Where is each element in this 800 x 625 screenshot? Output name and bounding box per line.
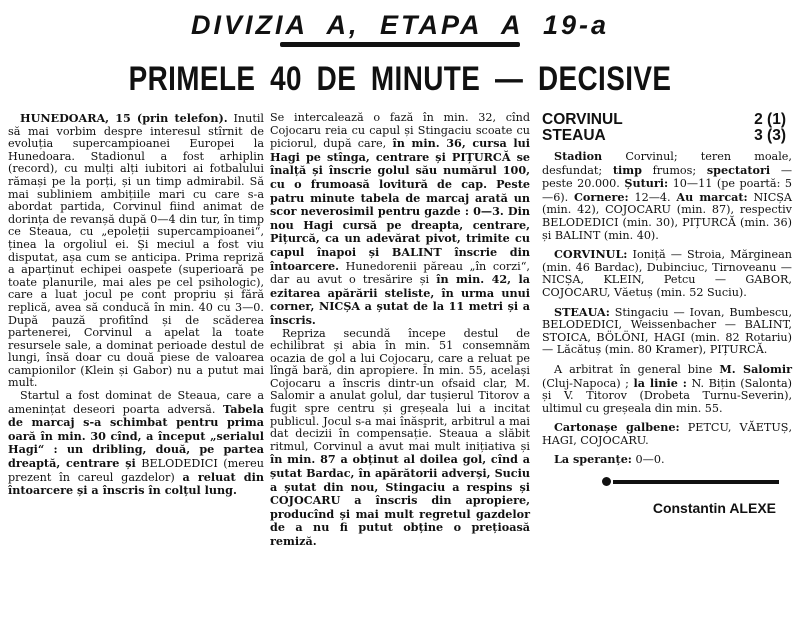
- paragraph-text-bold: în min. 87 a obținut al doilea gol, cînd a șutat Bardac, în apărătorii adverși, Suciu a șutat din nou, Stingaciu a respins și COJOCARU a înscris din apropiere, producînd și mai mult regretul gazdelor de a nu fi putut obține o prețioasă remiză.: [270, 452, 530, 548]
- value: — peste 20.000.: [542, 163, 792, 191]
- scoreboard: [542, 112, 792, 144]
- divider-line: [613, 480, 779, 484]
- label: spectatori: [706, 162, 771, 177]
- label: STEAUA:: [554, 304, 610, 319]
- article-paragraph-2-continued: [270, 112, 530, 328]
- paragraph-text: Startul a fost dominat de Steaua, care a amenințat deseori poarta adversă.: [8, 389, 264, 416]
- match-info-column: [542, 112, 792, 515]
- label: Cornere:: [574, 189, 629, 204]
- kicker-underline: [280, 42, 520, 47]
- label: Cartonașe galbene:: [554, 420, 680, 435]
- value: frumos;: [652, 163, 697, 177]
- label: La speranțe:: [554, 452, 632, 467]
- paragraph-text: Inutil să mai vorbim despre interesul stîrnit de evoluția supercampioanei Europei la Hunedoara. Stadionul a fost arhiplin (record), cu mulți alți iubitori ai fotbalului rămași pe la porți, și un timp admirabil. Să mai subliniem ambițiile mari cu care s-a abordat partida, Corvinul fiind animat de dorința de revanșă după 0—4 din tur, în timp ce Steaua, cu „epoleții supercampioanei“, ținea la orgoliul ei. Și meciul a fost viu disputat, așa cum se anticipa. Prima repriză a aparținut echipei oaspete (superioară pe toate planurile, mai ales pe cel psihologic), care a luat jocul pe cont propriu și fără replică, avea să conducă în min. 40 cu 3—0. După pauză profitînd și de scăderea partenerei, Corvinul a apelat la toate resursele sale, a dominat perioade destul de lungi, însă doar cu două piese de valoarea campionilor (Klein și Gabor) nu a putut mai mult.: [8, 112, 264, 390]
- article-paragraph-1: [8, 112, 264, 390]
- label: Șuturi:: [624, 176, 669, 191]
- away-score: 3 (3): [754, 127, 786, 144]
- paragraph-text-bold: în min. 36, cursa lui Hagi pe stînga, centrare și PIȚURCĂ se înalță și înscrie golul său numărul 100, cu o frumoasă lovitură de cap. Peste patru minute tabela de marcaj arată un scor neverosimil pentru gazde : 0—3. Din nou Hagi cursă pe dreapta, centrare, Pițurcă, ca un adevărat pivot, trimite cu capul înapoi și BALINT înscrie din întoarcere.: [270, 136, 530, 273]
- paragraph-text: Se intercalează o fază în min. 32, cînd Cojocaru reia cu capul și Stingaciu scoate cu piciorul, după care,: [270, 111, 530, 151]
- score-row-away: [542, 128, 792, 144]
- paragraph-text-bold: Tabela de marcaj s-a schimbat pentru prima oară în min. 30 cînd, a început „serialul Hagi“ : un dribling, două, pe partea dreaptă, centrare și: [8, 401, 264, 471]
- label: timp: [612, 162, 642, 177]
- paragraph-text: Hunedorenii păreau „în corzi“, dar au avut o tresărire și: [270, 259, 530, 287]
- article-paragraph-3: [270, 328, 530, 549]
- value: Corvinul; teren moale, desfundat;: [542, 150, 792, 177]
- away-lineup: [542, 306, 792, 357]
- home-score: 2 (1): [754, 111, 786, 128]
- label: la linie :: [633, 375, 687, 390]
- value: NICȘA (min. 42), COJOCARU (min. 87), respectiv BELODEDICI (min. 30), PIȚURCĂ (min. 36) și BALINT (min. 40).: [542, 190, 792, 242]
- referees: [542, 363, 792, 415]
- bullet-dot-icon: [602, 477, 611, 486]
- value: Stingaciu — Iovan, Bumbescu, BELODEDICI, Weissenbacher — BALINT, STOICA, BÖLÖNI, HAGI (min. 82 Rotariu) — Lăcătuș (min. 80 Kramer), PIȚURCĂ.: [542, 305, 793, 357]
- home-team: CORVINUL: [542, 111, 623, 128]
- referee-name: M. Salomir: [719, 361, 793, 376]
- value: 10—11 (pe poartă: 5—6).: [542, 177, 792, 204]
- paragraph-text-bold: în min. 42, la ezitarea apărării steliste, în urma unui corner, NICȘA a șutat de la 11 metri și a înscris.: [270, 272, 530, 327]
- value: PETCU, VĂETUȘ, HAGI, COJOCARU.: [542, 421, 792, 447]
- value: N. Bițin (Salonta) și V. Titorov (Drobeta Turnu-Severin), ultimul cu greșeala din min. 55.: [542, 376, 792, 415]
- match-stats: [542, 150, 792, 242]
- dateline: HUNEDOARA, 15 (prin telefon).: [20, 111, 228, 125]
- away-team: STEAUA: [542, 127, 606, 144]
- score-row-home: [542, 112, 792, 128]
- paragraph-text: BELODEDICI (mereu prezent în careul gazdelor): [8, 457, 264, 484]
- home-lineup: [542, 248, 792, 299]
- label: Au marcat:: [676, 189, 748, 204]
- paragraph-text-bold: a reluat din întoarcere și a înscris în colțul lung.: [8, 469, 264, 498]
- value: A arbitrat în general bine: [554, 362, 713, 376]
- value: 12—4.: [634, 190, 671, 204]
- paragraph-text: Repriza secundă începe destul de echilibrat și abia în min. 51 consemnăm ocazia de gol a lui Cojocaru, care a reluat pe lîngă bară, din apropiere. În min. 55, același Cojocaru a înscris dintr-un ofsaid clar, M. Salomir a anulat golul, dar tușierul Titorov a fugit spre centru și greșeala lui a incitat publicul. Jocul s-a mai înăsprit, arbitrul a mai dat decizii în compensație. Steaua a slăbit ritmul, Corvinul a avut mai mult inițiativa și: [270, 326, 530, 453]
- label: CORVINUL:: [554, 247, 628, 262]
- value: Ioniță — Stroia, Mărginean (min. 46 Bardac), Dubinciuc, Tirnoveanu — NICȘA, KLEIN, Petcu — GABOR, COJOCARU, Văetuș (min. 52 Suciu).: [542, 248, 792, 299]
- article-column-2: [270, 112, 530, 549]
- section-kicker: DIVIZIA A, ETAPA A 19-a: [190, 10, 610, 40]
- value: (Cluj-Napoca) ;: [542, 376, 629, 390]
- article-paragraph-2: [8, 390, 264, 498]
- author-byline: Constantin ALEXE: [652, 500, 776, 517]
- section-divider: [602, 477, 792, 486]
- yellow-cards: [542, 421, 792, 447]
- label: Stadion: [554, 149, 603, 163]
- value: 0—0.: [635, 453, 665, 467]
- article-column-1: [8, 112, 264, 498]
- reserves-result: [542, 453, 792, 467]
- headline: PRIMELE 40 DE MINUTE — DECISIVE: [128, 60, 672, 98]
